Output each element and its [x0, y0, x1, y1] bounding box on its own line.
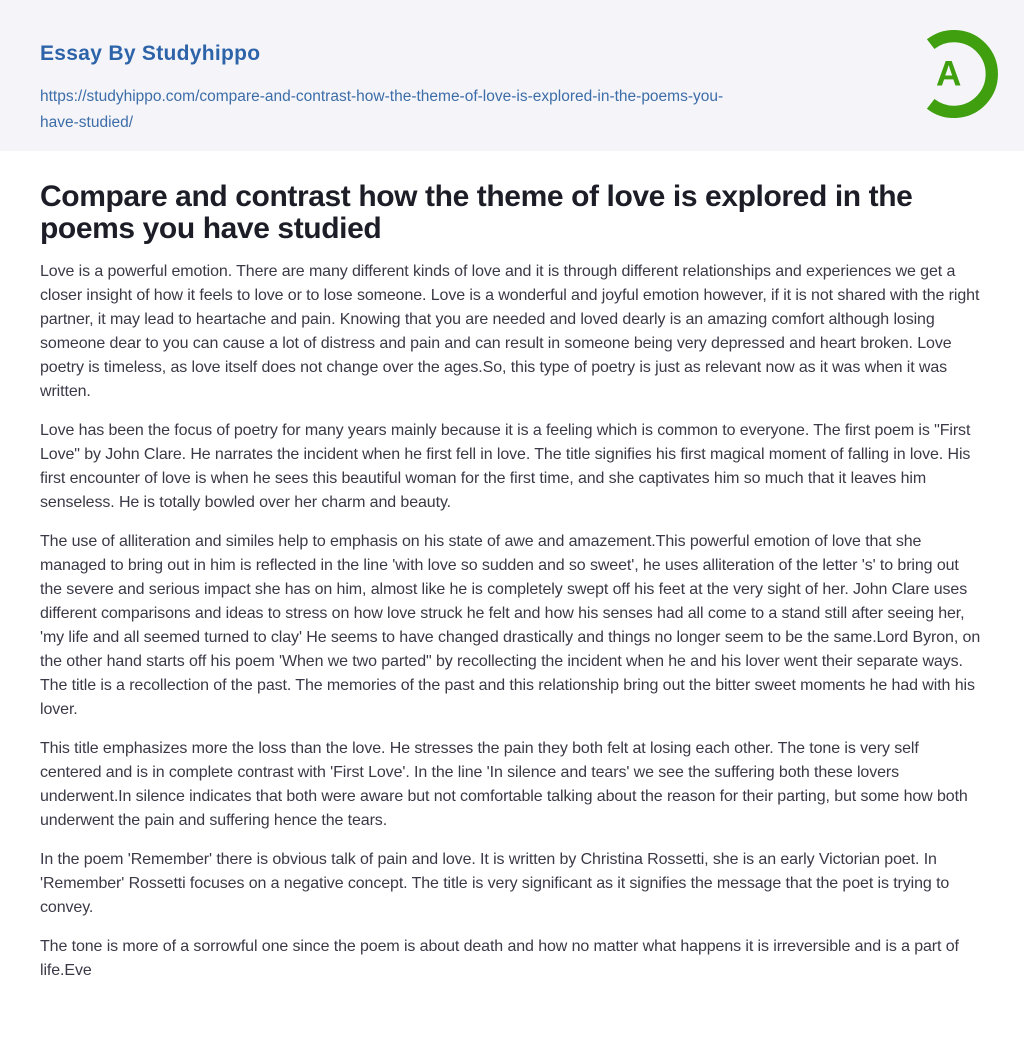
essay-paragraph: Love is a powerful emotion. There are many different kinds of love and it is through different relationships and experiences we get a closer insight of how it feels to love or to lose someone. Love is a wonderful and joyful emotion however, if it is not shared with the right partner, it may lead to heartache and pain. Knowing that you are needed and loved dearly is an amazing comfort although losing someone dear to you can cause a lot of distress and pain and can result in someone being very depressed and heart broken. Love poetry is timeless, as love itself does not change over the ages.So, this type of poetry is just as relevant now as it was when it was written. [40, 262, 980, 400]
essay-paragraph: The tone is more of a sorrowful one since the poem is about death and how no matter what happens it is irreversible and is a part of life.Eve [40, 937, 959, 979]
brand-title: Essay By Studyhippo [40, 42, 261, 65]
essay-paragraph: In the poem 'Remember' there is obvious talk of pain and love. It is written by Christina Rossetti, she is an early Victorian poet. In 'Remember' Rossetti focuses on a negative concept. The title is very significant as it signifies the message that the poet is trying to convey. [40, 850, 950, 916]
essay-title: Compare and contrast how the theme of love is explored in the poems you have studied [40, 180, 913, 246]
essay-paragraph: The use of alliteration and similes help to emphasis on his state of awe and amazement.This powerful emotion of love that she managed to bring out in him is reflected in the line 'with love so sudden and so sweet', he uses alliteration of the letter 's' to bring out the severe and serious impact she has on him, almost like he is completely swept off his feet at the very sight of her. John Clare uses different comparisons and ideas to stress on how love struck he felt and how his senses had all come to a stand still after seeing her, 'my life and all seemed turned to clay' He seems to have changed drastically and things no longer seem to be the same.Lord Byron, on the other hand starts off his poem 'When we two parted" by recollecting the incident when he and his lover went their separate ways. The title is a recollection of the past. The memories of the past and this relationship bring out the bitter sweet moments he had with his lover. [40, 532, 981, 718]
essay-paragraph: Love has been the focus of poetry for many years mainly because it is a feeling which is common to everyone. The first poem is "First Love" by John Clare. He narrates the incident when he first fell in love. The title signifies his first magical moment of falling in love. His first encounter of love is when he sees this beautiful woman for the first time, and she captivates him so much that it leaves him senseless. He is totally bowled over her charm and beauty. [40, 421, 971, 511]
page-header [0, 0, 1024, 151]
grade-logo-letter: A [936, 54, 962, 94]
source-url-link[interactable]: https://studyhippo.com/compare-and-contrast-how-the-theme-of-love-is-explored-in-the-poems-you-have-studied/ [40, 88, 724, 131]
essay-paragraph: This title emphasizes more the loss than the love. He stresses the pain they both felt at losing each other. The tone is very self centered and is in complete contrast with 'First Love'. In the line 'In silence and tears' we see the suffering both these lovers underwent.In silence indicates that both were aware but not comfortable talking about the reason for their parting, but some how both underwent the pain and suffering hence the tears. [40, 739, 968, 829]
grade-logo-icon [910, 28, 998, 120]
grade-logo [910, 28, 998, 120]
essay-body [40, 260, 984, 983]
essay-content [0, 181, 1024, 983]
